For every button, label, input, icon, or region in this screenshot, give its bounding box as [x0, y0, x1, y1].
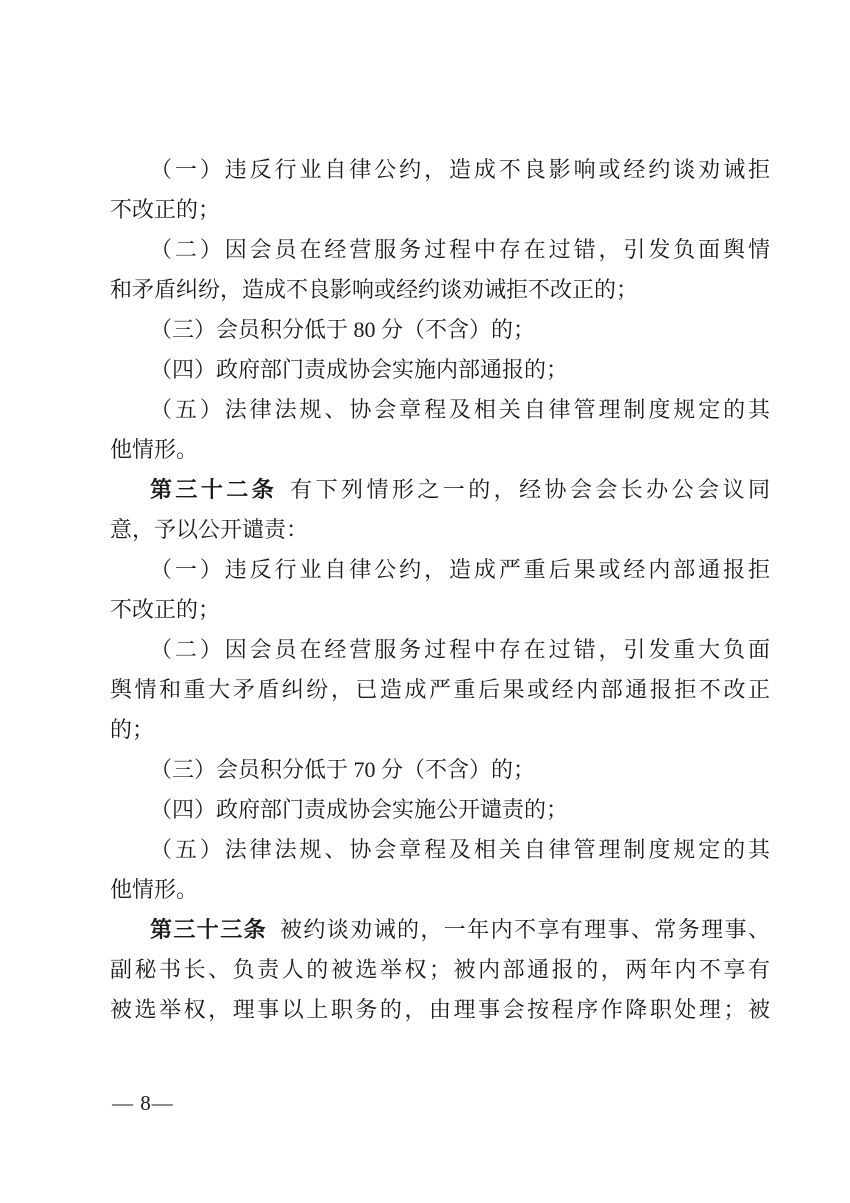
text-line: 和矛盾纠纷，造成不良影响或经约谈劝诫拒不改正的；	[110, 277, 639, 302]
article-number: 第三十二条	[150, 477, 278, 502]
text-line: （一）违反行业自律公约，造成不良影响或经约谈劝诫拒	[150, 157, 770, 182]
text-line: （四）政府部门责成协会实施内部通报的；	[150, 357, 569, 382]
text-line: 第三十二条 有下列情形之一的，经协会会长办公会议同	[150, 477, 770, 502]
text-line: 副秘书长、负责人的被选举权；被内部通报的，两年内不享有	[110, 957, 770, 982]
text-line: （一）违反行业自律公约，造成严重后果或经内部通报拒	[150, 557, 770, 582]
text-line: （三）会员积分低于 70 分（不含）的；	[150, 757, 536, 782]
text-line: 的；	[110, 717, 155, 742]
text-line: 意，予以公开谴责：	[110, 517, 309, 542]
text-line: 舆情和重大矛盾纠纷，已造成严重后果或经内部通报拒不改正	[110, 677, 770, 702]
text-line: （五）法律法规、协会章程及相关自律管理制度规定的其	[150, 397, 770, 422]
article-number: 第三十三条	[150, 917, 267, 942]
text-line: 他情形。	[110, 877, 199, 902]
text-line: （五）法律法规、协会章程及相关自律管理制度规定的其	[150, 837, 770, 862]
text-line: （二）因会员在经营服务过程中存在过错，引发重大负面	[150, 637, 770, 662]
text-line: （二）因会员在经营服务过程中存在过错，引发负面舆情	[150, 237, 770, 262]
text-line: 第三十三条 被约谈劝诫的，一年内不享有理事、常务理事、	[150, 917, 770, 942]
document-body	[110, 150, 770, 1030]
text-line: 不改正的；	[110, 197, 221, 222]
text-line: （四）政府部门责成协会实施公开谴责的；	[150, 797, 569, 822]
text-line: 被选举权，理事以上职务的，由理事会按程序作降职处理；被	[110, 997, 770, 1022]
text-line: （三）会员积分低于 80 分（不含）的；	[150, 317, 536, 342]
text-line: 他情形。	[110, 437, 199, 462]
text-line: 不改正的；	[110, 597, 221, 622]
page-number: — 8—	[112, 1091, 174, 1115]
